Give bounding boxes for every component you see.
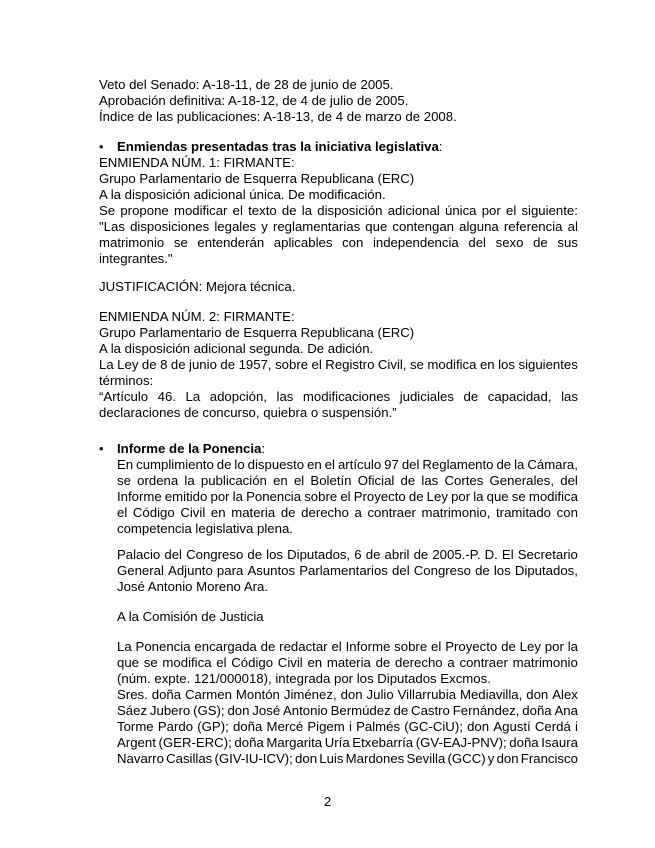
enmienda-2-line-4: declaraciones de concurso, quiebra o suspensión.” (99, 405, 397, 420)
enmienda-2-group: Grupo Parlamentario de Esquerra Republicana (ERC) (99, 325, 415, 340)
bullet-icon: • (99, 139, 104, 154)
enmiendas-heading-colon: : (438, 139, 443, 154)
enmienda-1-line-3: matrimonio se entenderán aplicables con independencia del sexo de sus (99, 235, 578, 250)
enmienda-2-line-3: “Artículo 46. La adopción, las modificaciones judiciales de capacidad, las (99, 389, 578, 404)
informe-p4-line: La Ponencia encargada de redactar el Informe sobre el Proyecto de Ley por la (117, 639, 578, 654)
enmiendas-heading-text: Enmiendas presentadas tras la iniciativa legislativa (117, 139, 439, 154)
bullet-icon: • (99, 441, 104, 456)
informe-heading-colon: : (261, 441, 266, 456)
enmienda-2-title: ENMIENDA NÚM. 2: FIRMANTE: (99, 309, 295, 324)
aprobacion-line: Aprobación definitiva: A-18-12, de 4 de julio de 2005. (99, 93, 409, 108)
informe-p4-line: que se modifica el Código Civil en materia de derecho a contraer matrimonio (117, 655, 578, 670)
informe-p4-line: Navarro Casillas (GIV-IU-ICV); don Luis Mardones Sevilla (GCC) y don Francisco (117, 751, 578, 766)
informe-p4-line: (núm. expte. 121/000018), integrada por los Diputados Excmos. (117, 671, 491, 686)
informe-p3-line: A la Comisión de Justicia (117, 609, 264, 624)
enmienda-2-line-2: términos: (99, 373, 154, 388)
enmienda-1-line-2: "Las disposiciones legales y reglamentarias que contengan alguna referencia al (99, 219, 578, 234)
enmienda-1-title: ENMIENDA NÚM. 1: FIRMANTE: (99, 155, 295, 170)
informe-p1-line: se ordena la publicación en el Boletín Oficial de las Cortes Generales, del (117, 473, 578, 488)
enmienda-1-group: Grupo Parlamentario de Esquerra Republicana (ERC) (99, 171, 415, 186)
informe-p1-line: Informe emitido por la Ponencia sobre el Proyecto de Ley por la que se modifica (117, 489, 578, 504)
informe-heading (117, 441, 265, 457)
enmienda-1-line-1: Se propone modificar el texto de la disposición adicional única por el siguiente: (99, 203, 578, 218)
informe-p1-line: el Código Civil en materia de derecho a contraer matrimonio, tramitado con (117, 505, 578, 520)
page-number: 2 (323, 794, 332, 809)
informe-heading-text: Informe de la Ponencia (117, 441, 262, 456)
informe-p1-line: En cumplimiento de lo dispuesto en el artículo 97 del Reglamento de la Cámara, (117, 457, 578, 472)
veto-line: Veto del Senado: A-18-11, de 28 de junio de 2005. (99, 77, 394, 92)
enmienda-2-target: A la disposición adicional segunda. De adición. (99, 341, 374, 356)
enmienda-2-line-1: La Ley de 8 de junio de 1957, sobre el Registro Civil, se modifica en los siguientes (99, 357, 578, 372)
enmienda-1-line-4: integrantes." (99, 251, 173, 266)
informe-p4-line: Sres. doña Carmen Montón Jiménez, don Julio Villarrubia Mediavilla, don Alex (117, 687, 578, 702)
informe-p4-line: Argent (GER-ERC); doña Margarita Uría Etxebarría (GV-EAJ-PNV); doña Isaura (117, 735, 578, 750)
informe-p4-line: Torme Pardo (GP); doña Mercé Pigem i Palmés (GC-CiU); don Agustí Cerdá i (117, 719, 578, 734)
indice-line: Índice de las publicaciones: A-18-13, de 4 de marzo de 2008. (99, 109, 457, 124)
informe-p2-line: José Antonio Moreno Ara. (117, 579, 269, 594)
enmienda-1-justificacion: JUSTIFICACIÓN: Mejora técnica. (99, 279, 296, 294)
enmiendas-heading (117, 139, 442, 155)
informe-p2-line: Palacio del Congreso de los Diputados, 6 de abril de 2005.-P. D. El Secretario (117, 547, 578, 562)
informe-p1-line: competencia legislativa plena. (117, 521, 293, 536)
informe-p2-line: General Adjunto para Asuntos Parlamentarios del Congreso de los Diputados, (117, 563, 578, 578)
informe-p4-line: Sáez Jubero (GS); don José Antonio Bermúdez de Castro Fernández, doña Ana (117, 703, 578, 718)
enmienda-1-target: A la disposición adicional única. De modificación. (99, 187, 386, 202)
